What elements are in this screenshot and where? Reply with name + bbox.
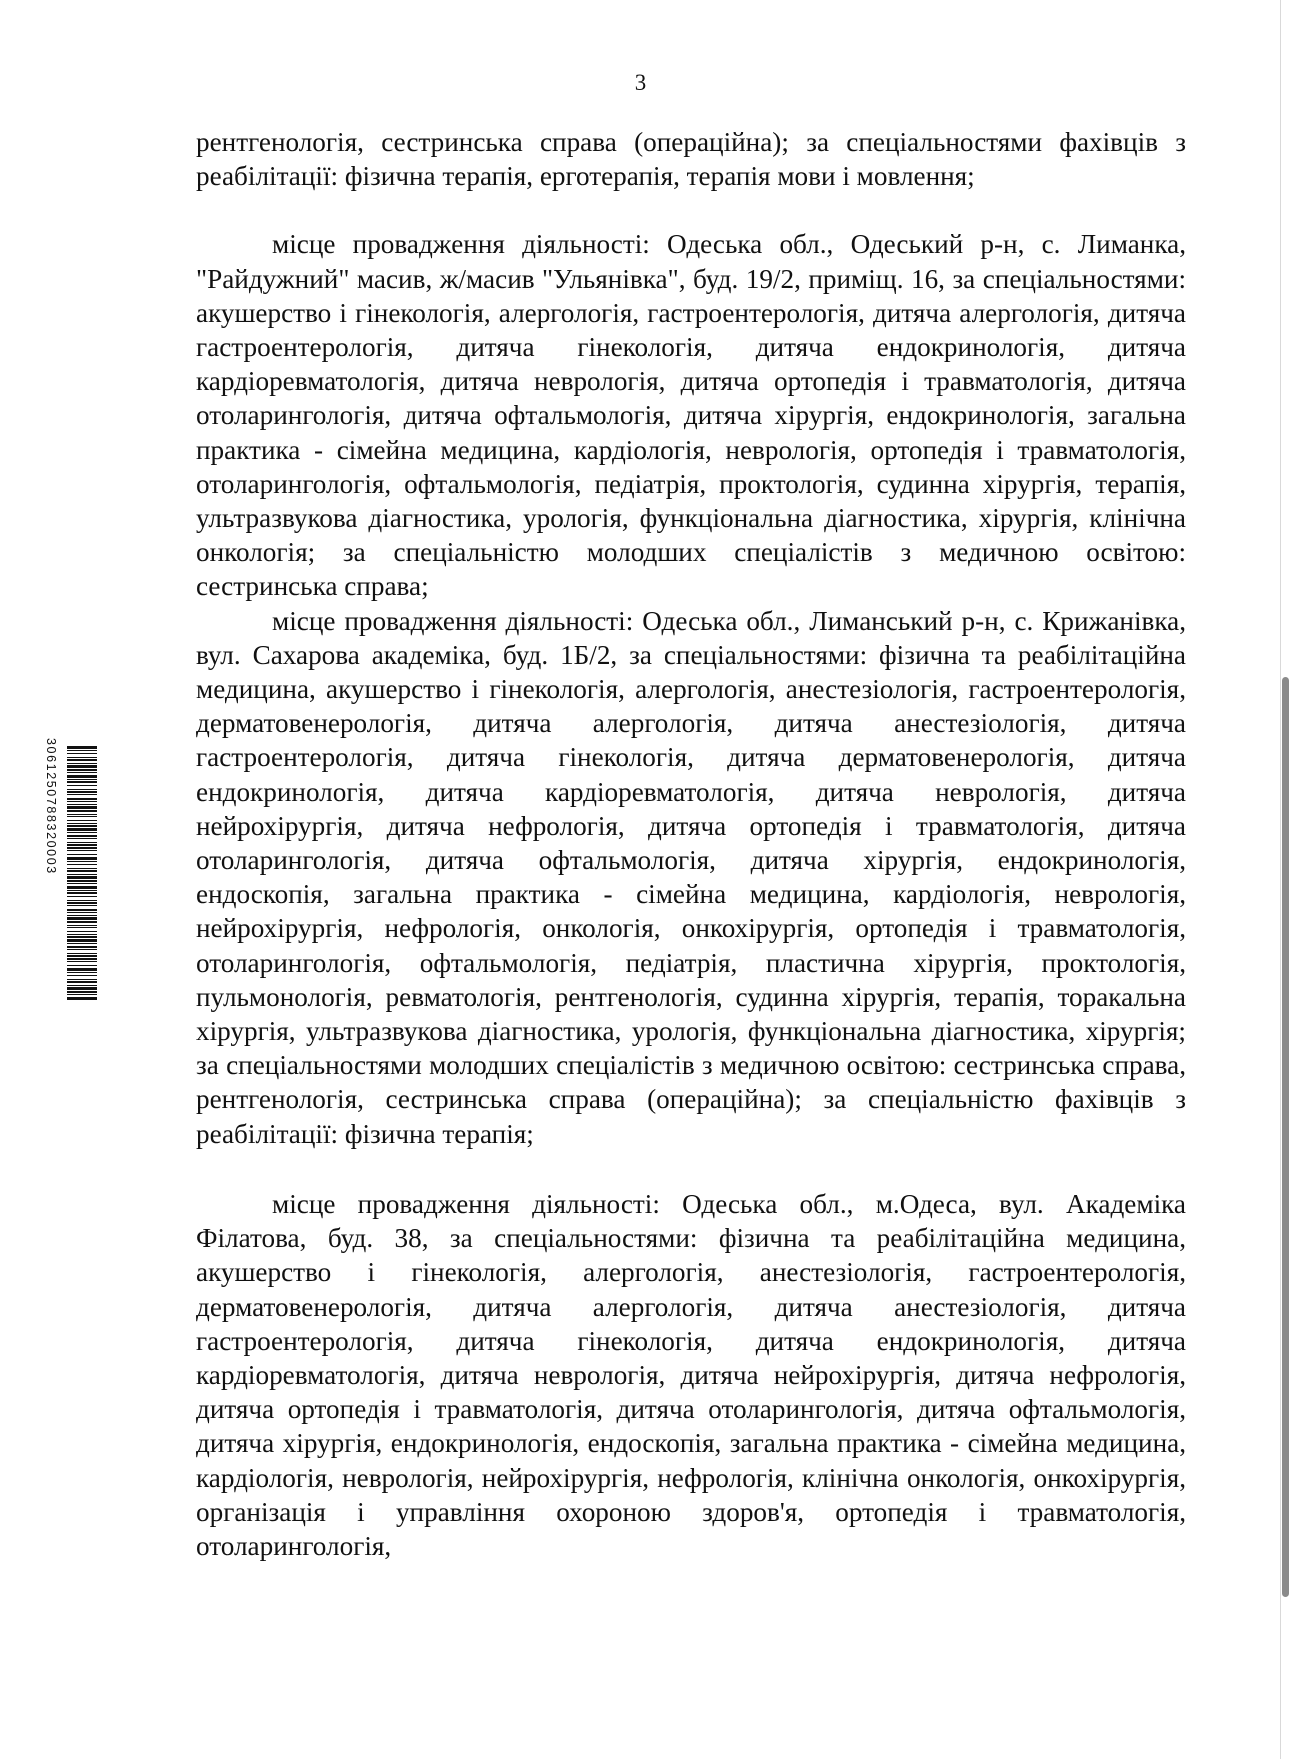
barcode-bar — [67, 968, 97, 971]
barcode-bar — [67, 816, 97, 817]
barcode-bar — [67, 876, 97, 879]
barcode-bar — [67, 844, 97, 846]
barcode-bar — [67, 804, 97, 805]
barcode-bar — [67, 801, 97, 802]
barcode-bar — [67, 981, 97, 983]
barcode-bar — [67, 759, 97, 761]
barcode-bars — [67, 746, 97, 1000]
barcode-bar — [67, 900, 97, 901]
barcode-bar — [67, 905, 97, 906]
barcode-bar — [67, 746, 97, 749]
barcode-bar — [67, 806, 97, 809]
barcode-bar — [67, 835, 97, 837]
barcode-bar — [67, 985, 97, 986]
barcode-bar — [67, 934, 97, 935]
barcode-bar — [67, 953, 97, 954]
barcode-bar — [67, 955, 97, 957]
paragraph-location-kryzhanivka: місце провадження діяльності: Одеська обл., Лиманський р-н, с. Крижанівка, вул. Сахарова академіка, буд. 1Б/2, за спеціальностями: фізична та реабілітаційна медицина, акушерство і гінекологія, алергологія, анестезіологія, гастроентерологія, дерматовенерологія, дитяча алергологія, дитяча анестезіологія, дитяча гастроентерологія, дитяча гінекологія, дитяча дерматовенерологія, дитяча ендокринологія, дитяча кардіоревматологія, дитяча неврологія, дитяча нейрохірургія, дитяча нефрологія, дитяча ортопедія і травматологія, дитяча отоларингологія, дитяча офтальмологія, дитяча хірургія, ендокринологія, ендоскопія, загальна практика - сімейна медицина, кардіологія, неврологія, нейрохірургія, нефрологія, онкологія, онкохірургія, ортопедія і травматологія, отоларингологія, офтальмологія, педіатрія, пластична хірургія, проктологія, пульмонологія, ревматологія, рентгенологія, судинна хірургія, терапія, торакальна хірургія, ультразвукова діагностика, урологія, функціональна діагностика, хірургія; за спеціальностями молодших спеціалістів з медичною освітою: сестринська справа, рентгенологія, сестринська справа (операційна); за спеціальністю фахівців з реабілітації: фізична терапія; — [196, 605, 1186, 1149]
barcode-bar — [67, 868, 97, 869]
barcode-bar — [67, 912, 97, 913]
barcode-bar — [67, 820, 97, 821]
barcode-bar — [67, 864, 97, 865]
barcode-bar — [67, 915, 97, 916]
document-body — [196, 125, 1186, 1563]
barcode-bar — [67, 785, 97, 786]
barcode-bar — [67, 769, 97, 771]
barcode-bar — [67, 961, 97, 962]
barcode-bar — [67, 823, 97, 824]
barcode-bar — [67, 927, 97, 928]
scrollbar-thumb[interactable] — [1282, 677, 1289, 1597]
paragraph-location-lymanka: місце провадження діяльності: Одеська обл., Одеський р-н, с. Лиманка, "Райдужний" масив, ж/масив "Ульянівка", буд. 19/2, приміщ. 16, за спеціальностями: акушерство і гінекологія, алергологія, гастроентерологія, дитяча алергологія, дитяча гастроентерологія, дитяча гінекологія, дитяча ендокринологія, дитяча кардіоревматологія, дитяча неврологія, дитяча ортопедія і травматологія, дитяча отоларингологія, дитяча офтальмологія, дитяча хірургія, ендокринологія, загальна практика - сімейна медицина, кардіологія, неврологія, ортопедія і травматологія, отоларингологія, офтальмологія, педіатрія, проктологія, судинна хірургія, терапія, ультразвукова діагностика, урологія, функціональна діагностика, хірургія, клінічна онкологія; за спеціальністю молодших спеціалістів з медичною освітою: сестринська справа; — [196, 229, 1186, 602]
barcode-bar — [67, 857, 97, 860]
barcode-bar — [67, 936, 97, 938]
barcode-bar — [67, 763, 97, 764]
barcode-bar — [67, 750, 97, 751]
barcode-bar — [67, 943, 97, 944]
barcode-bar — [67, 757, 97, 758]
barcode-bar — [67, 842, 97, 843]
barcode-bar — [67, 958, 97, 960]
barcode-bar — [67, 979, 97, 980]
barcode-bar — [67, 886, 97, 889]
barcode-bar — [67, 946, 97, 948]
barcode-bar — [67, 874, 97, 875]
barcode-bar — [67, 917, 97, 920]
barcode-bar — [67, 939, 97, 942]
barcode-graphic — [43, 738, 107, 1008]
barcode-bar — [67, 847, 97, 849]
barcode-bar — [67, 965, 97, 966]
paragraph-continuation: рентгенологія, сестринська справа (операційна); за спеціальностями фахівців з реабілітації: фізична терапія, ерготерапія, терапія мови і мовлення; — [196, 127, 1186, 192]
barcode-bar — [67, 791, 97, 793]
barcode-bar — [67, 972, 97, 973]
page-number: 3 — [634, 70, 647, 95]
barcode-bar — [67, 753, 97, 754]
barcode-bar — [67, 892, 97, 894]
barcode-bar — [67, 781, 97, 783]
barcode-bar — [67, 850, 97, 851]
barcode-bar — [67, 921, 97, 923]
barcode-bar — [67, 997, 97, 1000]
barcode-bar — [67, 798, 97, 800]
vertical-scrollbar[interactable] — [1281, 0, 1290, 1759]
barcode-bar — [67, 789, 97, 790]
barcode-number: 3061250788320003 — [44, 738, 58, 875]
barcode-bar — [67, 772, 97, 773]
barcode-bar — [67, 925, 97, 926]
barcode-bar — [67, 994, 97, 995]
barcode-bar — [67, 987, 97, 990]
barcode-bar — [67, 880, 97, 882]
barcode-bar — [67, 825, 97, 827]
barcode-bar — [67, 838, 97, 839]
barcode-bar — [67, 883, 97, 884]
barcode-bar — [67, 931, 97, 932]
barcode-bar — [67, 902, 97, 904]
barcode-bar — [67, 779, 97, 780]
barcode-bar — [67, 810, 97, 812]
barcode-bar — [67, 870, 97, 872]
barcode-bar — [67, 861, 97, 862]
barcode-bar — [67, 991, 97, 993]
barcode-bar — [67, 832, 97, 833]
barcode-bar — [67, 896, 97, 897]
barcode-bar — [67, 975, 97, 976]
paragraph-location-odesa: місце провадження діяльності: Одеська обл., м.Одеса, вул. Академіка Філатова, буд. 38, за спеціальностями: фізична та реабілітаційна медицина, акушерство і гінекологія, алергологія, анестезіологія, гастроентерологія, дерматовенерологія, дитяча алергологія, дитяча анестезіологія, дитяча гастроентерологія, дитяча гінекологія, дитяча ендокринологія, дитяча кардіоревматологія, дитяча неврологія, дитяча нейрохірургія, дитяча нефрологія, дитяча ортопедія і травматологія, дитяча отоларингологія, дитяча офтальмологія, дитяча хірургія, ендокринологія, ендоскопія, загальна практика - сімейна медицина, кардіологія, неврологія, нейрохірургія, нефрологія, клінічна онкологія, онкохірургія, організація і управління охороною здоров'я, ортопедія і травматологія, отоларингологія, — [196, 1188, 1186, 1561]
barcode — [43, 738, 107, 1008]
barcode-bar — [67, 775, 97, 778]
barcode-bar — [67, 794, 97, 795]
barcode-bar — [67, 814, 97, 815]
barcode-bar — [67, 854, 97, 855]
barcode-bar — [67, 828, 97, 831]
barcode-bar — [67, 949, 97, 950]
barcode-bar — [67, 909, 97, 911]
barcode-bar — [67, 890, 97, 891]
barcode-bar — [67, 765, 97, 768]
